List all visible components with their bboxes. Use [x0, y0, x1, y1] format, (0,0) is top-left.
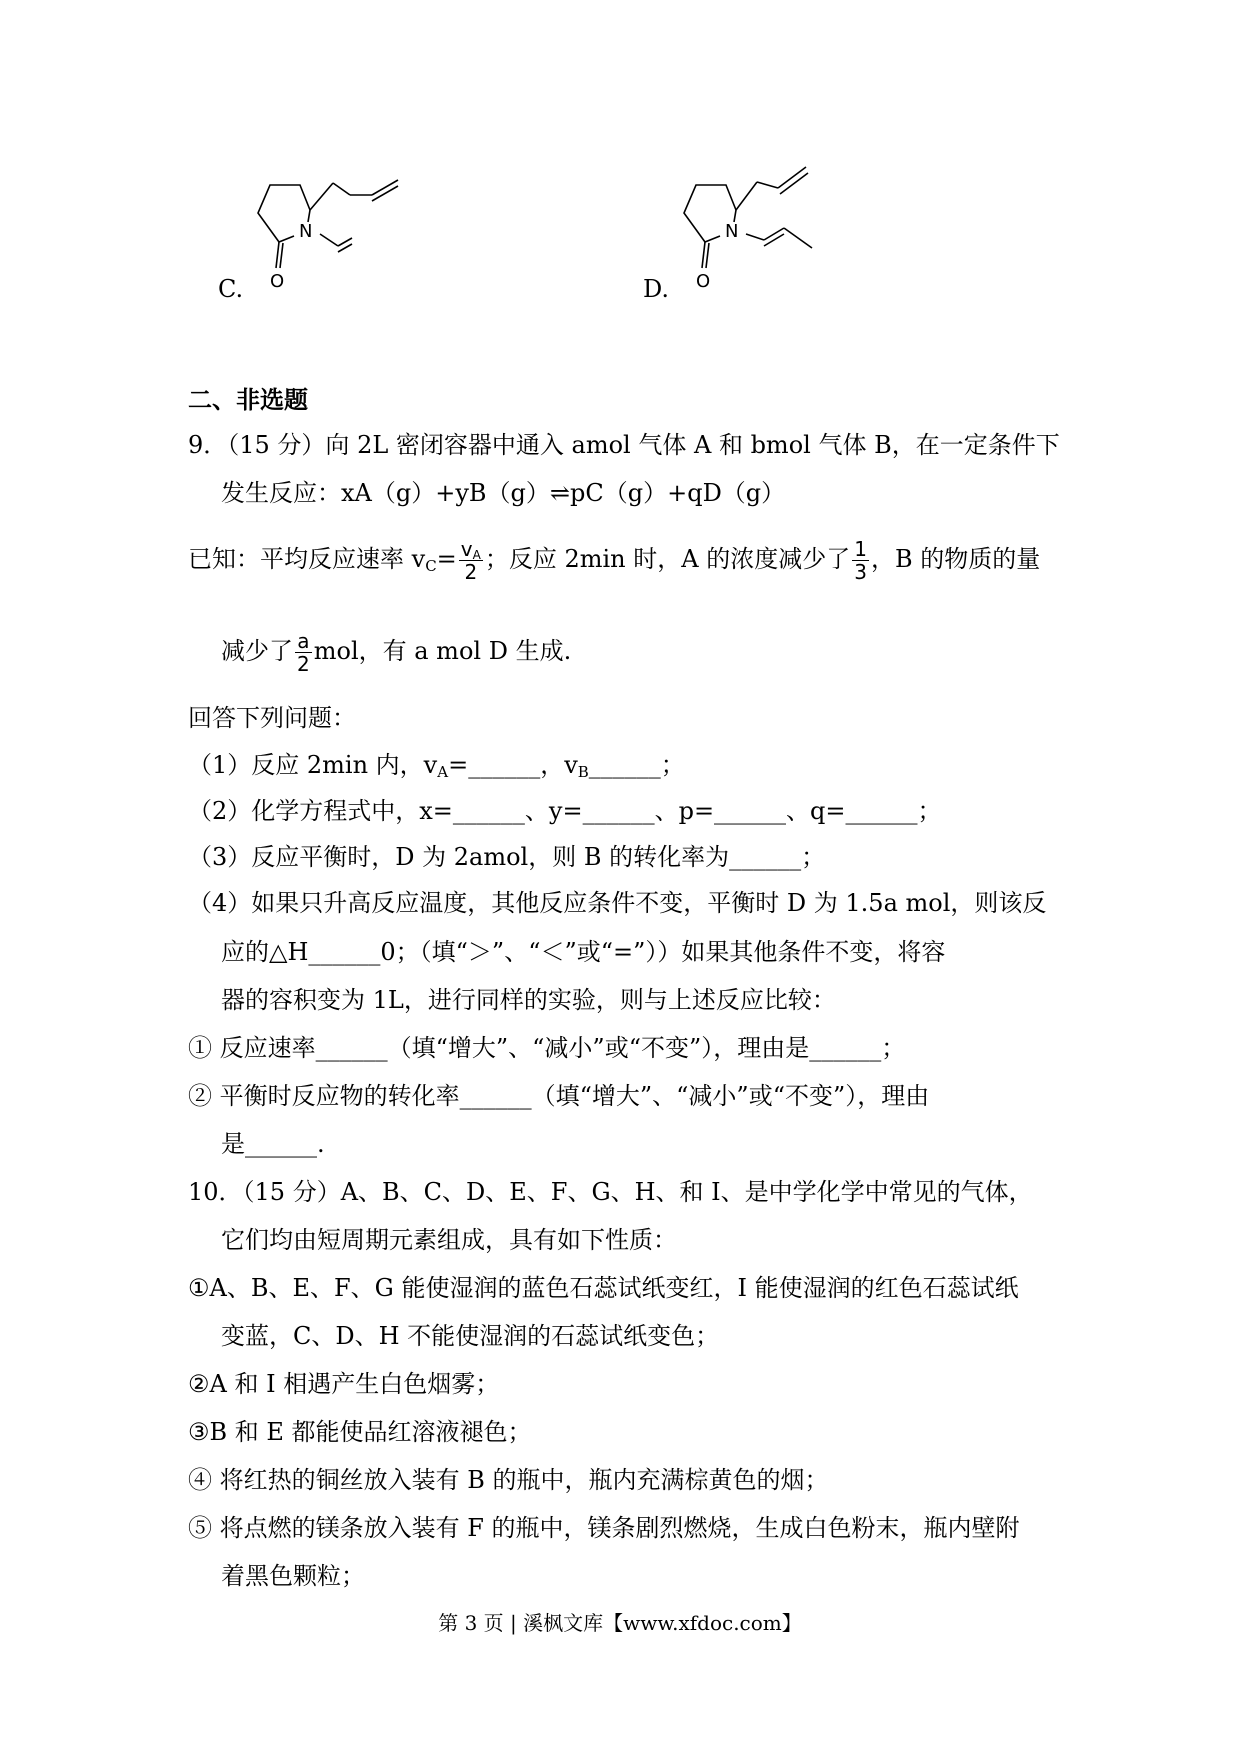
q9-circle1: ① 反应速率______（填“增大”、“减小”或“不变”），理由是______； [188, 1034, 906, 1062]
q9-p1-sub-b: B [577, 763, 589, 781]
frac1-num-sub: A [472, 548, 481, 562]
option-d-structure [660, 150, 860, 300]
q10-item1-line1: ①A、B、E、F、G 能使湿润的蓝色石蕊试纸变红，I 能使湿润的红色石蕊试纸 [188, 1274, 1019, 1302]
q10-item4: ④ 将红热的铜丝放入装有 B 的瓶中，瓶内充满棕黄色的烟； [188, 1466, 829, 1494]
q9-circle2-line1: ② 平衡时反应物的转化率______（填“增大”、“减小”或“不变”），理由 [188, 1082, 930, 1110]
frac2-num: 1 [854, 537, 867, 561]
section-title: 二、非选题 [188, 385, 308, 414]
q9-p1-c: ______； [588, 751, 685, 779]
q9-known-b: = [436, 545, 457, 573]
q9-part1 [188, 750, 685, 780]
q9-part4-line1: （4）如果只升高反应温度，其他反应条件不变，平衡时 D 为 1.5a mol，则该反 [188, 889, 1047, 917]
q9-known-d: ，B 的物质的量 [870, 545, 1041, 573]
q9-reduce-b: mol，有 a mol D 生成. [313, 637, 572, 665]
q10-item5-line1: ⑤ 将点燃的镁条放入装有 F 的瓶中，镁条剧烈燃烧，生成白色粉末，瓶内壁附 [188, 1514, 1020, 1542]
q9-reduce [221, 625, 571, 677]
q9-answer-intro: 回答下列问题： [188, 704, 356, 732]
q9-known [188, 533, 1040, 585]
q9-known-sub-c: C [425, 557, 437, 575]
atom-o-c: O [270, 271, 285, 292]
q10-item1-line2: 变蓝，C、D、H 不能使湿润的石蕊试纸变色； [221, 1322, 720, 1350]
q10-item5-line2: 着黑色颗粒； [221, 1562, 365, 1590]
q9-known-a: 已知：平均反应速率 v [188, 545, 426, 573]
q9-part4-line2: 应的△H______0；（填“＞”、“＜”或“=”））如果其他条件不变，将容 [221, 938, 946, 966]
fraction-va-over-2 [459, 538, 483, 583]
atom-o-d: O [696, 271, 711, 292]
q9-part3: （3）反应平衡时，D 为 2amol，则 B 的转化率为______； [188, 843, 826, 871]
atom-n-c: N [299, 221, 313, 242]
q10-item2: ②A 和 I 相遇产生白色烟雾； [188, 1370, 500, 1398]
frac3-den: 2 [297, 652, 310, 676]
q9-circle2-line2: 是______. [221, 1130, 325, 1158]
q9-line1: 9．（15 分）向 2L 密闭容器中通入 amol 气体 A 和 bmol 气体 B，在一定条件下 [188, 431, 1060, 459]
fraction-a-over-2 [295, 630, 312, 675]
q9-p1-sub-a: A [437, 763, 449, 781]
frac3-num: a [295, 630, 312, 653]
q9-part4-line3: 器的容积变为 1L，进行同样的实验，则与上述反应比较： [221, 986, 836, 1014]
frac1-den: 2 [464, 560, 478, 584]
q10-item3: ③B 和 E 都能使品红溶液褪色； [188, 1418, 532, 1446]
option-d-label: D. [643, 275, 670, 303]
option-c-structure [230, 150, 430, 300]
q9-known-c: ；反应 2min 时，A 的浓度减少了 [484, 545, 851, 573]
option-c-label: C. [218, 275, 244, 303]
frac2-den: 3 [854, 560, 867, 584]
fraction-1-over-3 [852, 538, 869, 583]
q10-line2: 它们均由短周期元素组成，具有如下性质： [221, 1226, 677, 1254]
q10-line1: 10．（15 分）A、B、C、D、E、F、G、H、和 I、是中学化学中常见的气体， [188, 1178, 1033, 1206]
q9-part2: （2）化学方程式中，x=______、y=______、p=______、q=______； [188, 797, 942, 825]
page-footer: 第 3 页 | 溪枫文库【www.xfdoc.com】 [438, 1611, 802, 1635]
atom-n-d: N [725, 221, 739, 242]
frac1-num: v [460, 537, 473, 561]
q9-p1-b: =______，v [448, 751, 578, 779]
q9-reduce-a: 减少了 [221, 637, 293, 665]
q9-line2: 发生反应：xA（g）+yB（g）⇌pC（g）+qD（g） [221, 479, 786, 507]
q9-p1-a: （1）反应 2min 内，v [188, 751, 438, 779]
